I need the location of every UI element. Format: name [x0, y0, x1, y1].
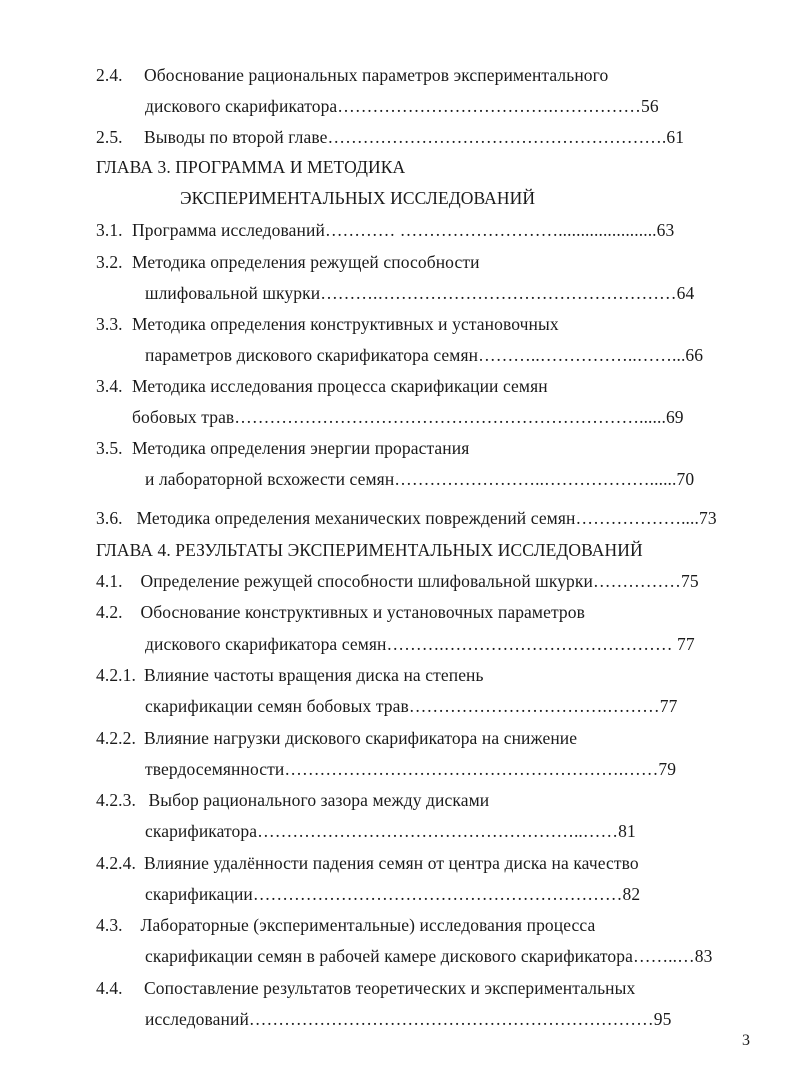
page-number: 3: [742, 1032, 751, 1049]
toc-entry-title: Методика определения механических повреждений семян: [132, 508, 576, 528]
toc-entry-title: Сопоставление результатов теоретических и экспериментальных: [144, 978, 636, 998]
toc-entry-4-2-3-cont: [145, 820, 636, 842]
toc-entry-4-2-1-cont: [145, 695, 677, 717]
toc-entry-title: параметров дискового скарификатора семян: [145, 345, 479, 365]
chapter-title: ГЛАВА 3. ПРОГРАММА И МЕТОДИКА: [96, 157, 406, 177]
toc-entry-title: Влияние нагрузки дискового скарификатора на снижение: [144, 728, 578, 748]
chapter-3-heading: [96, 156, 405, 178]
toc-entry-title: и лабораторной всхожести семян: [145, 469, 395, 489]
toc-entry-title: скарификации семян в рабочей камере дискового скарификатора: [145, 946, 633, 966]
toc-entry-title: Методика определения энергии прорастания: [132, 438, 470, 458]
chapter-3-heading-cont: [180, 187, 535, 209]
toc-entry-2-4: [96, 64, 608, 86]
toc-entry-title: дискового скарификатора: [145, 96, 338, 116]
toc-entry-title: скарификации семян бобовых трав: [145, 696, 409, 716]
toc-leader: ……………………………………………………………......69: [234, 407, 684, 427]
toc-entry-number: 4.4.: [96, 978, 123, 998]
toc-entry-3-6: [96, 507, 717, 529]
toc-entry-title: Методика определения режущей способности: [132, 252, 480, 272]
toc-entry-2-5: [96, 126, 684, 148]
toc-entry-number: 3.5.: [96, 438, 123, 458]
toc-entry-4-4: [96, 977, 635, 999]
toc-entry-title: Влияние частоты вращения диска на степень: [144, 665, 484, 685]
toc-entry-4-2-cont: [145, 633, 695, 655]
toc-entry-3-4-cont: [132, 406, 684, 428]
toc-entry-title: Методика определения конструктивных и установочных: [132, 314, 559, 334]
toc-entry-4-2-4: [96, 852, 639, 874]
toc-entry-4-2: [96, 601, 585, 623]
toc-entry-title: Программа исследований: [132, 220, 325, 240]
toc-entry-number: 4.2.4.: [96, 853, 136, 873]
toc-entry-number: 3.4.: [96, 376, 123, 396]
toc-entry-4-2-2: [96, 727, 577, 749]
toc-leader: ……..…83: [632, 946, 713, 966]
toc-entry-number: 2.4.: [96, 65, 123, 85]
toc-leader: ……………………………………………………………95: [248, 1009, 672, 1029]
toc-entry-number: 3.1.: [96, 220, 123, 240]
toc-entry-title: Обоснование рациональных параметров экспериментального: [144, 65, 609, 85]
toc-leader: ……………………..………………......70: [394, 469, 695, 489]
toc-leader: ………..……………..……...66: [478, 345, 704, 365]
toc-entry-title: Определение режущей способности шлифовальной шкурки: [136, 571, 593, 591]
toc-entry-title: бобовых трав: [132, 407, 235, 427]
toc-entry-2-4-cont: [145, 95, 659, 117]
toc-entry-number: 2.5.: [96, 127, 123, 147]
toc-leader: ………………………………………………………82: [252, 884, 641, 904]
toc-entry-number: 3.6.: [96, 508, 123, 528]
toc-entry-3-3: [96, 313, 559, 335]
toc-entry-3-2-cont: [145, 282, 694, 304]
toc-entry-title: исследований: [145, 1009, 249, 1029]
toc-leader: ………………………………………………..……81: [257, 821, 636, 841]
toc-entry-title: скарификатора: [145, 821, 258, 841]
chapter-title: ГЛАВА 4. РЕЗУЛЬТАТЫ ЭКСПЕРИМЕНТАЛЬНЫХ ИССЛЕДОВАНИЙ: [96, 540, 643, 560]
toc-leader: ………… ………………………......................63: [324, 220, 675, 240]
toc-entry-title: Методика исследования процесса скарификации семян: [132, 376, 548, 396]
toc-entry-title: твердосемянности: [145, 759, 285, 779]
toc-entry-3-5: [96, 437, 469, 459]
toc-entry-3-4: [96, 375, 548, 397]
toc-entry-title: Выбор рационального зазора между дисками: [144, 790, 490, 810]
toc-entry-title: Обоснование конструктивных и установочных параметров: [136, 602, 585, 622]
toc-entry-4-2-1: [96, 664, 484, 686]
toc-entry-3-1: [96, 219, 674, 241]
toc-leader: ……………………………….……………56: [337, 96, 659, 116]
chapter-title: ЭКСПЕРИМЕНТАЛЬНЫХ ИССЛЕДОВАНИЙ: [180, 188, 536, 208]
toc-entry-4-3: [96, 914, 595, 936]
toc-leader: ……….……………………………………………64: [320, 283, 695, 303]
toc-entry-title: Лабораторные (экспериментальные) исследования процесса: [136, 915, 596, 935]
toc-entry-number: 4.2.1.: [96, 665, 136, 685]
toc-entry-4-1: [96, 570, 699, 592]
chapter-4-heading: [96, 539, 643, 561]
toc-entry-title: шлифовальной шкурки: [145, 283, 321, 303]
toc-leader: …………………………….………77: [408, 696, 678, 716]
toc-entry-title: скарификации: [145, 884, 253, 904]
toc-entry-4-3-cont: [145, 945, 712, 967]
toc-entry-title: дискового скарификатора семян: [145, 634, 387, 654]
toc-entry-number: 4.1.: [96, 571, 123, 591]
toc-entry-number: 4.2.3.: [96, 790, 136, 810]
toc-entry-3-5-cont: [145, 468, 694, 490]
toc-entry-3-3-cont: [145, 344, 703, 366]
toc-entry-number: 3.2.: [96, 252, 123, 272]
toc-entry-4-2-4-cont: [145, 883, 640, 905]
toc-entry-number: 4.2.: [96, 602, 123, 622]
toc-leader: ………………....73: [575, 508, 717, 528]
toc-leader: ……….………………………………… 77: [386, 634, 695, 654]
toc-entry-4-2-3: [96, 789, 489, 811]
toc-entry-4-2-2-cont: [145, 758, 676, 780]
toc-entry-title: Выводы по второй главе: [144, 127, 328, 147]
toc-entry-title: Влияние удалённости падения семян от центра диска на качество: [144, 853, 639, 873]
toc-leader: ……………75: [592, 571, 699, 591]
toc-entry-number: 3.3.: [96, 314, 123, 334]
toc-entry-number: 4.3.: [96, 915, 123, 935]
toc-leader: ………………………………………………….61: [327, 127, 685, 147]
toc-entry-4-4-cont: [145, 1008, 671, 1030]
toc-entry-3-2: [96, 251, 480, 273]
toc-leader: ………………………………………………….……79: [284, 759, 677, 779]
toc-entry-number: 4.2.2.: [96, 728, 136, 748]
